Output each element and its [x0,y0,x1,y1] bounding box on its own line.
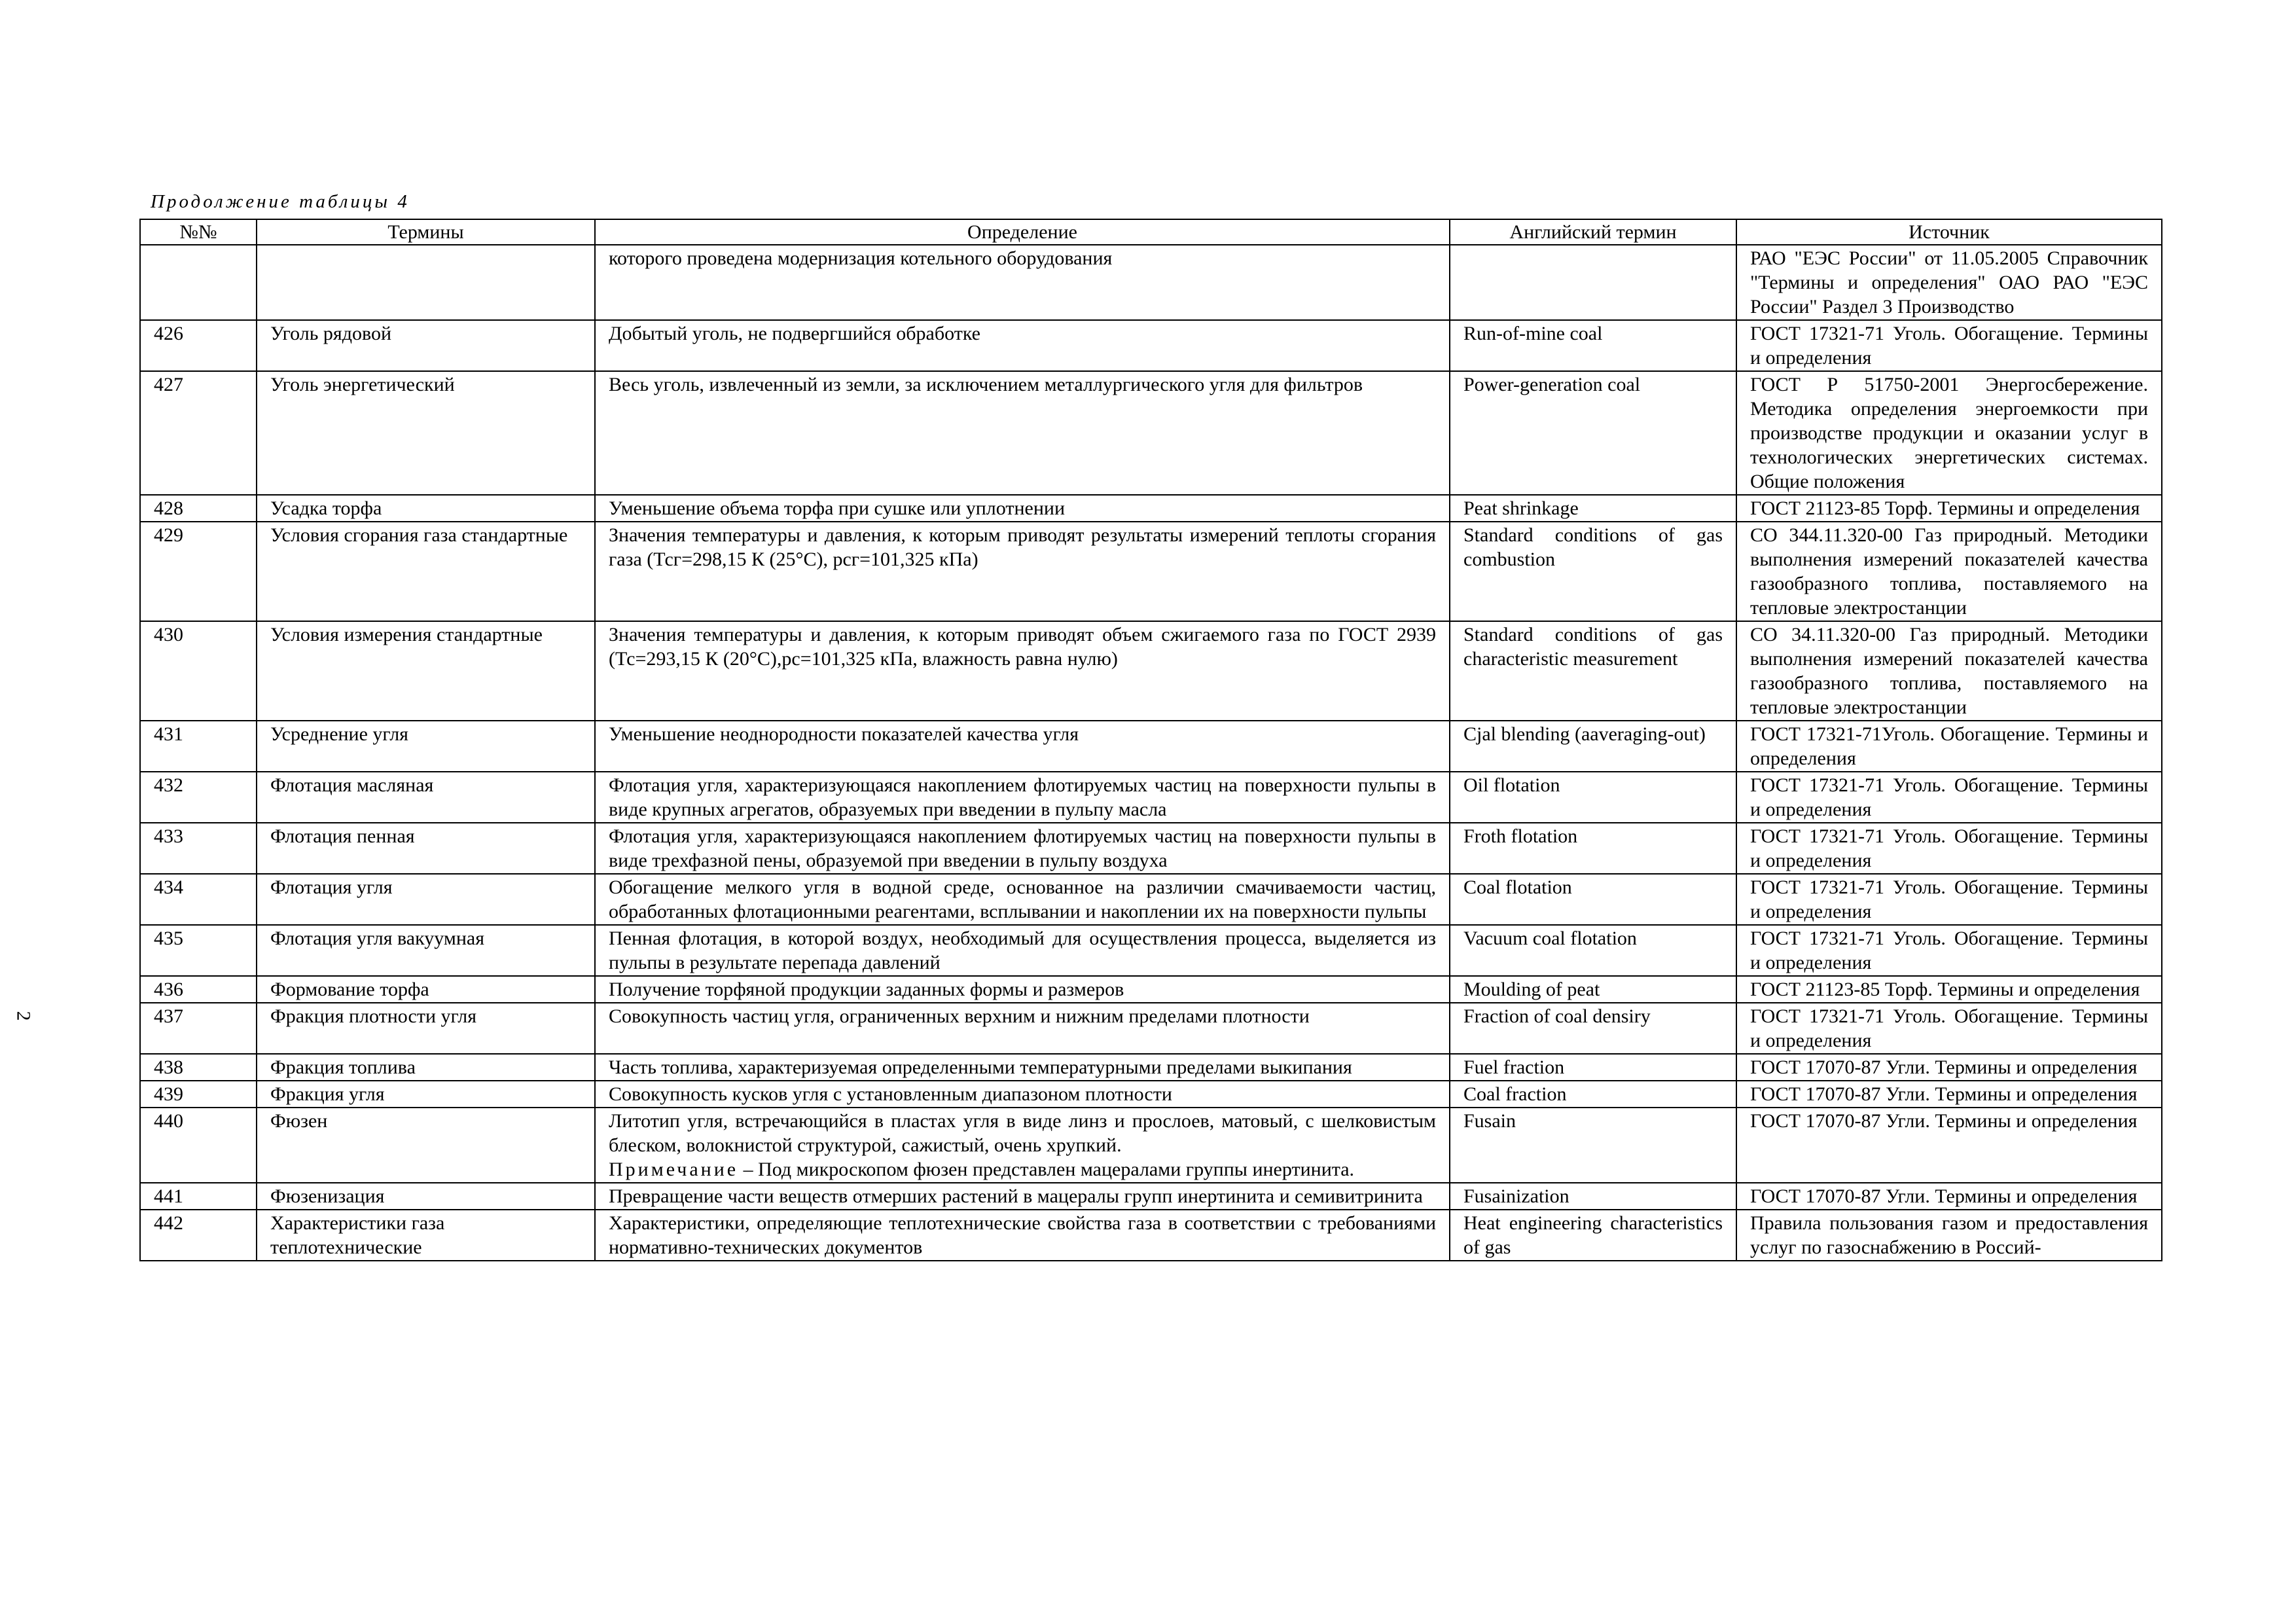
cell-source-text: ГОСТ 17321-71 Уголь. Обогащение. Термины и определения [1750,825,2148,871]
cell-definition [595,874,1450,925]
table-row [140,245,2162,320]
table-body [140,245,2162,1261]
cell-definition-text: Превращение части веществ отмерших растений в мацералы групп инертинита и семивитринита [609,1185,1423,1207]
cell-num [140,1081,257,1108]
cell-definition-text: Пенная флотация, в которой воздух, необходимый для осуществления процесса, выделяется из пульпы в результате перепада давлений [609,928,1436,973]
cell-definition [595,495,1450,522]
table-row [140,1183,2162,1210]
cell-source-text: ГОСТ 17321-71 Уголь. Обогащение. Термины и определения [1750,876,2148,922]
cell-source [1736,823,2162,874]
cell-source [1736,621,2162,721]
cell-term [257,874,595,925]
cell-english-text: Standard conditions of gas combustion [1463,524,1723,570]
table-row [140,823,2162,874]
cell-english [1450,772,1736,823]
cell-term-text: Фракция угля [270,1083,385,1105]
cell-term-text: Фюзен [270,1110,328,1132]
cell-english [1450,245,1736,320]
cell-definition [595,823,1450,874]
cell-num-text: 426 [154,323,183,344]
cell-source [1736,874,2162,925]
cell-term [257,1054,595,1081]
cell-english-text: Froth flotation [1463,825,1578,847]
table-row [140,1054,2162,1081]
cell-num-text: 429 [154,524,183,546]
cell-term-text: Уголь энергетический [270,374,455,395]
cell-num [140,1054,257,1081]
cell-term-text: Уголь рядовой [270,323,391,344]
cell-english [1450,1054,1736,1081]
cell-definition [595,1210,1450,1261]
cell-source-text: ГОСТ 17070-87 Угли. Термины и определения [1750,1083,2138,1105]
cell-definition [595,1183,1450,1210]
cell-num [140,522,257,621]
cell-english [1450,1108,1736,1183]
cell-term-text: Флотация масляная [270,774,434,796]
cell-term-text: Формование торфа [270,979,429,1000]
cell-num [140,621,257,721]
cell-term [257,976,595,1003]
cell-english [1450,925,1736,976]
cell-english-text: Fusain [1463,1110,1516,1132]
cell-english-text: Moulding of peat [1463,979,1600,1000]
cell-num-text: 430 [154,624,183,645]
cell-term [257,925,595,976]
cell-num-text: 438 [154,1056,183,1078]
cell-term [257,522,595,621]
cell-definition [595,1108,1450,1183]
cell-definition [595,721,1450,772]
cell-num [140,1108,257,1183]
cell-term-text: Усадка торфа [270,497,382,519]
cell-definition-text: Совокупность частиц угля, ограниченных верхним и нижним пределами плотности [609,1005,1310,1027]
cell-english [1450,495,1736,522]
cell-source [1736,772,2162,823]
cell-num-text: 433 [154,825,183,847]
cell-english-text: Run-of-mine coal [1463,323,1603,344]
note-label: Примечание [609,1159,739,1180]
cell-num-text: 428 [154,497,183,519]
cell-english [1450,1081,1736,1108]
cell-definition [595,1081,1450,1108]
cell-definition-text: Совокупность кусков угля с установленным диапазоном плотности [609,1083,1172,1105]
cell-definition [595,925,1450,976]
cell-english [1450,823,1736,874]
cell-term [257,823,595,874]
cell-source-text: РАО "ЕЭС России" от 11.05.2005 Справочник "Термины и определения" ОАО РАО "ЕЭС России" Раздел 3 Производство [1750,247,2148,317]
cell-num-text: 441 [154,1185,183,1207]
table-row [140,976,2162,1003]
cell-source-text: ГОСТ 21123-85 Торф. Термины и определения [1750,979,2140,1000]
cell-term-text: Характеристики газа теплотехнические [270,1212,445,1258]
cell-source-text: ГОСТ 17321-71 Уголь. Обогащение. Термины и определения [1750,774,2148,820]
cell-source-text: ГОСТ 17321-71 Уголь. Обогащение. Термины и определения [1750,1005,2148,1051]
cell-source-text: СО 344.11.320-00 Газ природный. Методики выполнения измерений показателей качества газообразного топлива, поставляемого на тепловые электростанции [1750,524,2148,619]
cell-english [1450,522,1736,621]
cell-source-text: ГОСТ 17070-87 Угли. Термины и определения [1750,1185,2138,1207]
table-row [140,522,2162,621]
cell-source [1736,1210,2162,1261]
cell-english [1450,976,1736,1003]
table-row [140,1003,2162,1054]
cell-source [1736,1081,2162,1108]
table-row [140,925,2162,976]
cell-source-text: ГОСТ Р 51750-2001 Энергосбережение. Методика определения энергоемкости при производстве продукции и оказании услуг в технологических энергетических системах. Общие положения [1750,374,2148,492]
cell-term [257,1108,595,1183]
cell-source [1736,320,2162,371]
cell-num [140,721,257,772]
cell-num [140,976,257,1003]
cell-term [257,245,595,320]
cell-num-text: 435 [154,928,183,949]
table-row [140,621,2162,721]
table-row [140,495,2162,522]
cell-definition-text: Флотация угля, характеризующаяся накоплением флотируемых частиц на поверхности пульпы в виде трехфазной пены, образуемой при введении в пульпу воздуха [609,825,1436,871]
cell-num [140,245,257,320]
cell-source [1736,925,2162,976]
terms-table [139,219,2162,1261]
cell-definition [595,976,1450,1003]
cell-term [257,621,595,721]
cell-definition-text: Уменьшение объема торфа при сушке или уплотнении [609,497,1066,519]
cell-english-text: Heat engineering characteristics of gas [1463,1212,1723,1258]
header-term: Термины [257,219,595,245]
cell-english [1450,621,1736,721]
cell-definition [595,1054,1450,1081]
cell-source-text: СО 34.11.320-00 Газ природный. Методики выполнения измерений показателей качества газообразного топлива, поставляемого на тепловые электростанции [1750,624,2148,718]
page-number: 2 [12,1011,35,1021]
cell-definition-text: Часть топлива, характеризуемая определенными температурными пределами выкипания [609,1056,1352,1078]
cell-term-text: Фюзенизация [270,1185,385,1207]
cell-num [140,1183,257,1210]
cell-english [1450,371,1736,495]
cell-num [140,495,257,522]
cell-term [257,1081,595,1108]
cell-english-text: Fraction of coal densiry [1463,1005,1651,1027]
table-row [140,772,2162,823]
table-row [140,320,2162,371]
cell-definition [595,245,1450,320]
cell-definition [595,522,1450,621]
cell-english-text: Cjal blending (aaveraging-out) [1463,723,1706,745]
cell-source-text: ГОСТ 17321-71Уголь. Обогащение. Термины и определения [1750,723,2148,769]
cell-definition [595,1003,1450,1054]
cell-source [1736,371,2162,495]
cell-english [1450,1003,1736,1054]
table-header-row [140,219,2162,245]
cell-num-text: 436 [154,979,183,1000]
cell-definition-text: Обогащение мелкого угля в водной среде, основанное на различии смачиваемости частиц, обработанных флотационными реагентами, всплывании и накоплении их на поверхности пульпы [609,876,1436,922]
cell-num [140,772,257,823]
cell-english-text: Fuel fraction [1463,1056,1565,1078]
cell-term [257,721,595,772]
cell-num [140,320,257,371]
cell-english-text: Oil flotation [1463,774,1560,796]
cell-num [140,1210,257,1261]
cell-source [1736,976,2162,1003]
cell-english [1450,721,1736,772]
cell-num-text: 434 [154,876,183,898]
cell-english [1450,874,1736,925]
cell-source [1736,522,2162,621]
cell-source-text: ГОСТ 17070-87 Угли. Термины и определения [1750,1056,2138,1078]
cell-num-text: 432 [154,774,183,796]
cell-term [257,371,595,495]
cell-english-text: Coal fraction [1463,1083,1567,1105]
table-row [140,1210,2162,1261]
cell-term [257,320,595,371]
cell-definition [595,772,1450,823]
cell-definition [595,621,1450,721]
cell-num [140,823,257,874]
note-text: – Под микроскопом фюзен представлен мацералами группы инертинита. [738,1159,1355,1180]
cell-term-text: Флотация угля [270,876,393,898]
cell-english-text: Vacuum coal flotation [1463,928,1637,949]
cell-english-text: Power-generation coal [1463,374,1641,395]
cell-num [140,925,257,976]
cell-source [1736,1108,2162,1183]
cell-term-text: Фракция топлива [270,1056,416,1078]
cell-english-text: Peat shrinkage [1463,497,1579,519]
cell-num-text: 427 [154,374,183,395]
cell-definition-text: Весь уголь, извлеченный из земли, за исключением металлургического угля для фильтров [609,374,1363,395]
cell-source-text: ГОСТ 17321-71 Уголь. Обогащение. Термины и определения [1750,928,2148,973]
cell-definition-text: Значения температуры и давления, к которым приводят объем сжигаемого газа по ГОСТ 2939 (Тс=293,15 К (20°С),рс=101,325 кПа, влажность равна нулю) [609,624,1436,670]
cell-term [257,495,595,522]
cell-term-text: Флотация угля вакуумная [270,928,485,949]
cell-source [1736,1054,2162,1081]
cell-english [1450,1210,1736,1261]
cell-source-text: ГОСТ 21123-85 Торф. Термины и определения [1750,497,2140,519]
table-row [140,874,2162,925]
table-row [140,1108,2162,1183]
cell-num-text: 437 [154,1005,183,1027]
cell-num-text: 431 [154,723,183,745]
cell-definition-text: Флотация угля, характеризующаяся накоплением флотируемых частиц на поверхности пульпы в виде крупных агрегатов, образуемых при введении в пульпу масла [609,774,1436,820]
cell-term-text: Условия сгорания газа стандартные [270,524,568,546]
cell-source [1736,1183,2162,1210]
cell-english [1450,320,1736,371]
table-row [140,721,2162,772]
cell-definition-text: Литотип угля, встречающийся в пластах угля в виде линз и прослоев, матовый, с шелковистым блеском, волокнистой структурой, сажистый, очень хрупкий. [609,1110,1436,1156]
table-row [140,1081,2162,1108]
header-source: Источник [1736,219,2162,245]
cell-source [1736,495,2162,522]
header-num: №№ [140,219,257,245]
cell-term-text: Усреднение угля [270,723,408,745]
cell-definition-text: которого проведена модернизация котельного оборудования [609,247,1113,269]
cell-term-text: Фракция плотности угля [270,1005,477,1027]
cell-source-text: Правила пользования газом и предоставления услуг по газоснабжению в Россий- [1750,1212,2148,1258]
cell-source [1736,245,2162,320]
cell-term [257,1003,595,1054]
cell-source [1736,721,2162,772]
cell-term [257,1210,595,1261]
table-caption: Продолжение таблицы 4 [151,191,410,212]
cell-definition-text: Уменьшение неоднородности показателей качества угля [609,723,1079,745]
cell-term-text: Флотация пенная [270,825,415,847]
cell-term [257,1183,595,1210]
cell-source-text: ГОСТ 17070-87 Угли. Термины и определения [1750,1110,2138,1132]
cell-definition-text: Получение торфяной продукции заданных формы и размеров [609,979,1124,1000]
cell-num [140,1003,257,1054]
cell-definition-text: Значения температуры и давления, к которым приводят результаты измерений теплоты сгорания газа (Тсг=298,15 К (25°С), рсг=101,325 кПа) [609,524,1436,570]
cell-num [140,371,257,495]
cell-definition-text: Добытый уголь, не подвергшийся обработке [609,323,980,344]
cell-english-text: Fusainization [1463,1185,1570,1207]
header-definition: Определение [595,219,1450,245]
cell-definition [595,320,1450,371]
cell-num-text: 440 [154,1110,183,1132]
header-english: Английский термин [1450,219,1736,245]
cell-english-text: Standard conditions of gas characteristic measurement [1463,624,1723,670]
cell-source [1736,1003,2162,1054]
cell-num [140,874,257,925]
cell-definition-text: Характеристики, определяющие теплотехнические свойства газа в соответствии с требованиями нормативно-технических документов [609,1212,1436,1258]
cell-definition [595,371,1450,495]
cell-english-text: Coal flotation [1463,876,1572,898]
table-row [140,371,2162,495]
cell-num-text: 439 [154,1083,183,1105]
cell-term-text: Условия измерения стандартные [270,624,543,645]
cell-english [1450,1183,1736,1210]
cell-source-text: ГОСТ 17321-71 Уголь. Обогащение. Термины и определения [1750,323,2148,369]
cell-num-text: 442 [154,1212,183,1234]
cell-term [257,772,595,823]
